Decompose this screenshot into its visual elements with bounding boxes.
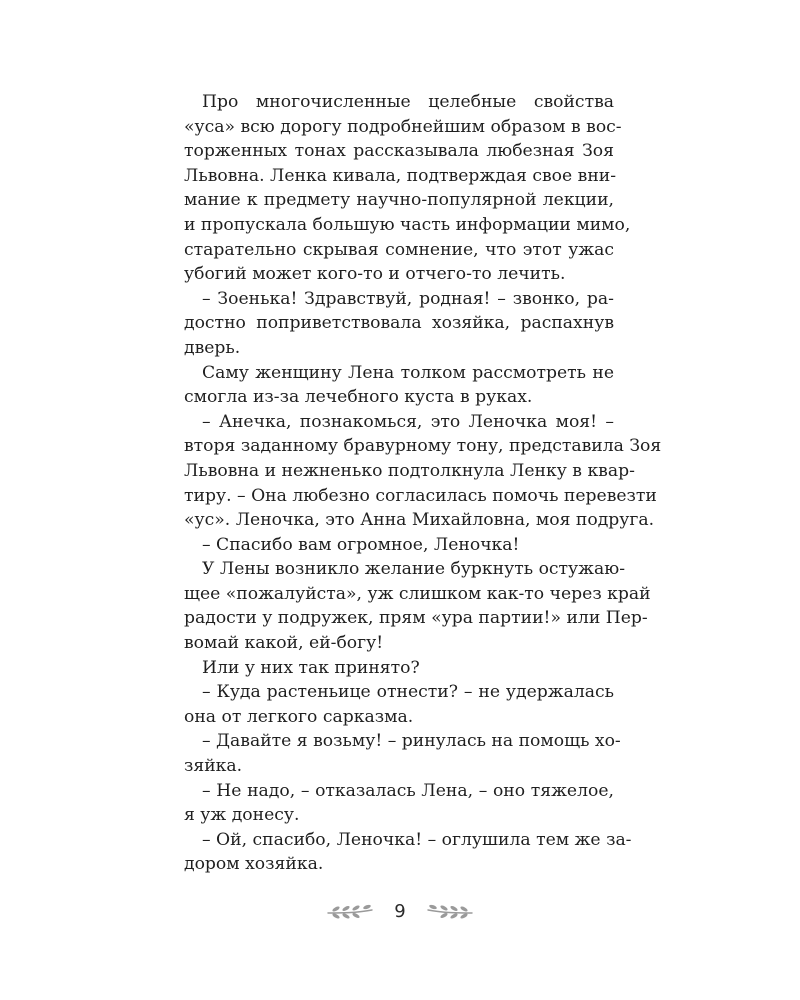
text-line: Саму женщину Лена толком рассмотреть не	[202, 362, 614, 383]
text-line: зяйка.	[184, 756, 243, 777]
text-line: дором хозяйка.	[184, 854, 324, 875]
text-line: щее «пожалуйста», уж слишком как-то через край	[184, 583, 651, 604]
text-line: вторя заданному бравурному тону, представила Зоя	[184, 436, 662, 457]
text-line: старательно скрывая сомнение, что этот ужас	[184, 239, 614, 260]
text-line: – Давайте я возьму! – ринулась на помощь хо-	[202, 731, 621, 752]
text-line: торженных тонах рассказывала любезная Зоя	[184, 141, 614, 162]
text-line: – Не надо, – отказалась Лена, – оно тяжелое,	[202, 780, 614, 801]
laurel-sprig-left-icon	[326, 902, 376, 920]
text-line: – Зоенька! Здравствуй, родная! – звонко, ра-	[202, 288, 614, 309]
page-number: 9	[394, 900, 406, 922]
page-folio	[0, 896, 800, 926]
laurel-sprig-right-icon	[424, 902, 474, 920]
text-line: Львовна и нежненько подтолкнула Ленку в квар-	[184, 460, 635, 481]
text-line: она от легкого сарказма.	[184, 706, 414, 727]
text-line: смогла из-за лечебного куста в руках.	[184, 387, 533, 408]
text-line: Львовна. Ленка кивала, подтверждая свое вни-	[184, 165, 617, 186]
text-line: мание к предмету научно-популярной лекции,	[184, 190, 614, 211]
text-line: – Анечка, познакомься, это Леночка моя! –	[202, 411, 614, 432]
page-body-text	[184, 90, 662, 877]
text-line: – Спасибо вам огромное, Леночка!	[202, 534, 520, 555]
text-line: убогий может кого-то и отчего-то лечить.	[184, 264, 566, 285]
text-line: У Лены возникло желание буркнуть остужаю-	[202, 559, 625, 580]
text-line: я уж донесу.	[184, 805, 300, 826]
text-line: «уса» всю дорогу подробнейшим образом в вос-	[184, 116, 622, 137]
text-line: Про многочисленные целебные свойства	[202, 92, 614, 112]
text-line: – Куда растеньице отнести? – не удержалась	[202, 682, 614, 703]
text-line: «ус». Леночка, это Анна Михайловна, моя подруга.	[184, 510, 655, 531]
text-line: вомай какой, ей-богу!	[184, 633, 384, 654]
text-line: – Ой, спасибо, Леночка! – оглушила тем же за-	[202, 829, 632, 850]
text-line: Или у них так принято?	[202, 657, 420, 678]
text-line: дверь.	[184, 337, 241, 358]
text-line: тиру. – Она любезно согласилась помочь перевезти	[184, 485, 657, 506]
text-line: радости у подружек, прям «ура партии!» или Пер-	[184, 608, 648, 629]
text-line: достно поприветствовала хозяйка, распахнув	[184, 313, 614, 334]
text-line: и пропускала большую часть информации мимо,	[184, 214, 631, 235]
